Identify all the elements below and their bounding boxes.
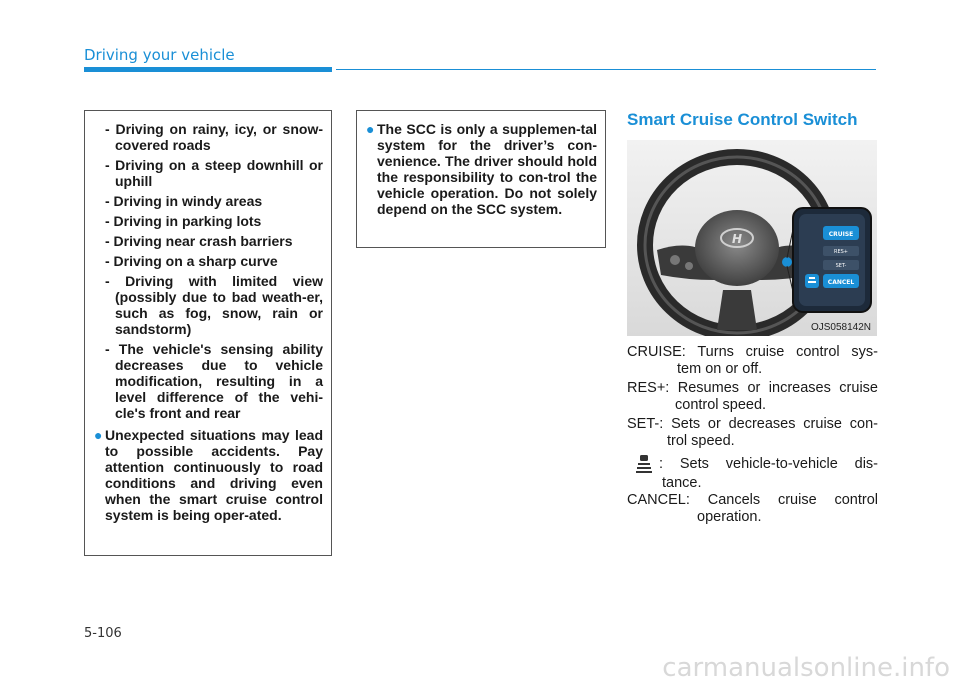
desc-term: CRUISE:: [627, 344, 686, 360]
set-label: SET-: [835, 263, 847, 269]
res-label: RES+: [834, 249, 848, 255]
desc-term: CANCEL:: [627, 492, 690, 508]
middle-note-box: [356, 110, 606, 248]
bullet-text: The SCC is only a supplemen-tal system for the driver’s con-venience. The driver should hold the responsibility to con-trol the vehicle operation. Do not solely depend on the SCC system.: [377, 121, 597, 217]
cancel-label: CANCEL: [827, 279, 855, 286]
list-item: - Driving on a steep downhill or uphill: [105, 157, 323, 189]
desc-cruise: [627, 344, 878, 378]
bullet-item: [94, 427, 323, 523]
desc-cont: control speed.: [675, 397, 767, 413]
distance-icon: [633, 453, 655, 475]
desc-term: :: [659, 455, 664, 472]
list-item: - Driving with limited view (possibly due to bad weath-er, such as fog, snow, rain or sandstorm): [105, 273, 323, 337]
steering-wheel-figure: [627, 140, 877, 336]
svg-text:H: H: [731, 232, 743, 246]
desc-cont: tance.: [662, 475, 702, 491]
bullet-item: [366, 121, 597, 217]
desc-text: Cancels cruise control: [707, 492, 878, 508]
desc-cancel: [627, 492, 878, 526]
desc-term: SET-:: [627, 416, 664, 432]
desc-text: Sets or decreases cruise con-: [671, 416, 878, 432]
steering-wheel-illustration: [627, 140, 877, 336]
desc-cont: trol speed.: [667, 433, 735, 449]
left-warning-box: [84, 110, 332, 556]
bullet-dot-icon: ●: [366, 121, 375, 137]
desc-text: Sets vehicle-to-vehicle dis-: [679, 455, 878, 472]
list-item: - Driving on a sharp curve: [105, 253, 278, 269]
bullet-text: Unexpected situations may lead to possible accidents. Pay attention continuously to road conditions and driving even when the smart cruise control system is being oper-ated.: [105, 427, 323, 523]
desc-text: Resumes or increases cruise: [677, 380, 878, 396]
page-number: 5-106: [84, 626, 122, 641]
list-item: - The vehicle's sensing ability decreases due to vehicle modification, resulting in a level difference of the vehi-cle's front and rear: [105, 341, 323, 421]
desc-text: Turns cruise control sys-: [697, 344, 878, 360]
list-item: - Driving on rainy, icy, or snow-covered roads: [105, 121, 323, 153]
desc-term: RES+:: [627, 380, 670, 396]
bullet-dot-icon: ●: [94, 427, 103, 443]
desc-cont: operation.: [697, 509, 762, 525]
section-title: Driving your vehicle: [84, 46, 235, 64]
header-rule-thin: [336, 69, 876, 70]
figure-code: OJS058142N: [810, 322, 871, 333]
desc-cont: tem on or off.: [677, 361, 763, 377]
desc-res: [627, 380, 878, 414]
list-item: - Driving near crash barriers: [105, 233, 293, 249]
desc-distance: [627, 453, 878, 492]
desc-set: [627, 416, 878, 450]
watermark: carmanualsonline.info: [662, 653, 950, 683]
cruise-label: CRUISE: [828, 231, 854, 238]
switch-heading: Smart Cruise Control Switch: [627, 110, 858, 129]
list-item: - Driving in parking lots: [105, 213, 262, 229]
header-rule-thick: [84, 67, 332, 72]
list-item: - Driving in windy areas: [105, 193, 263, 209]
